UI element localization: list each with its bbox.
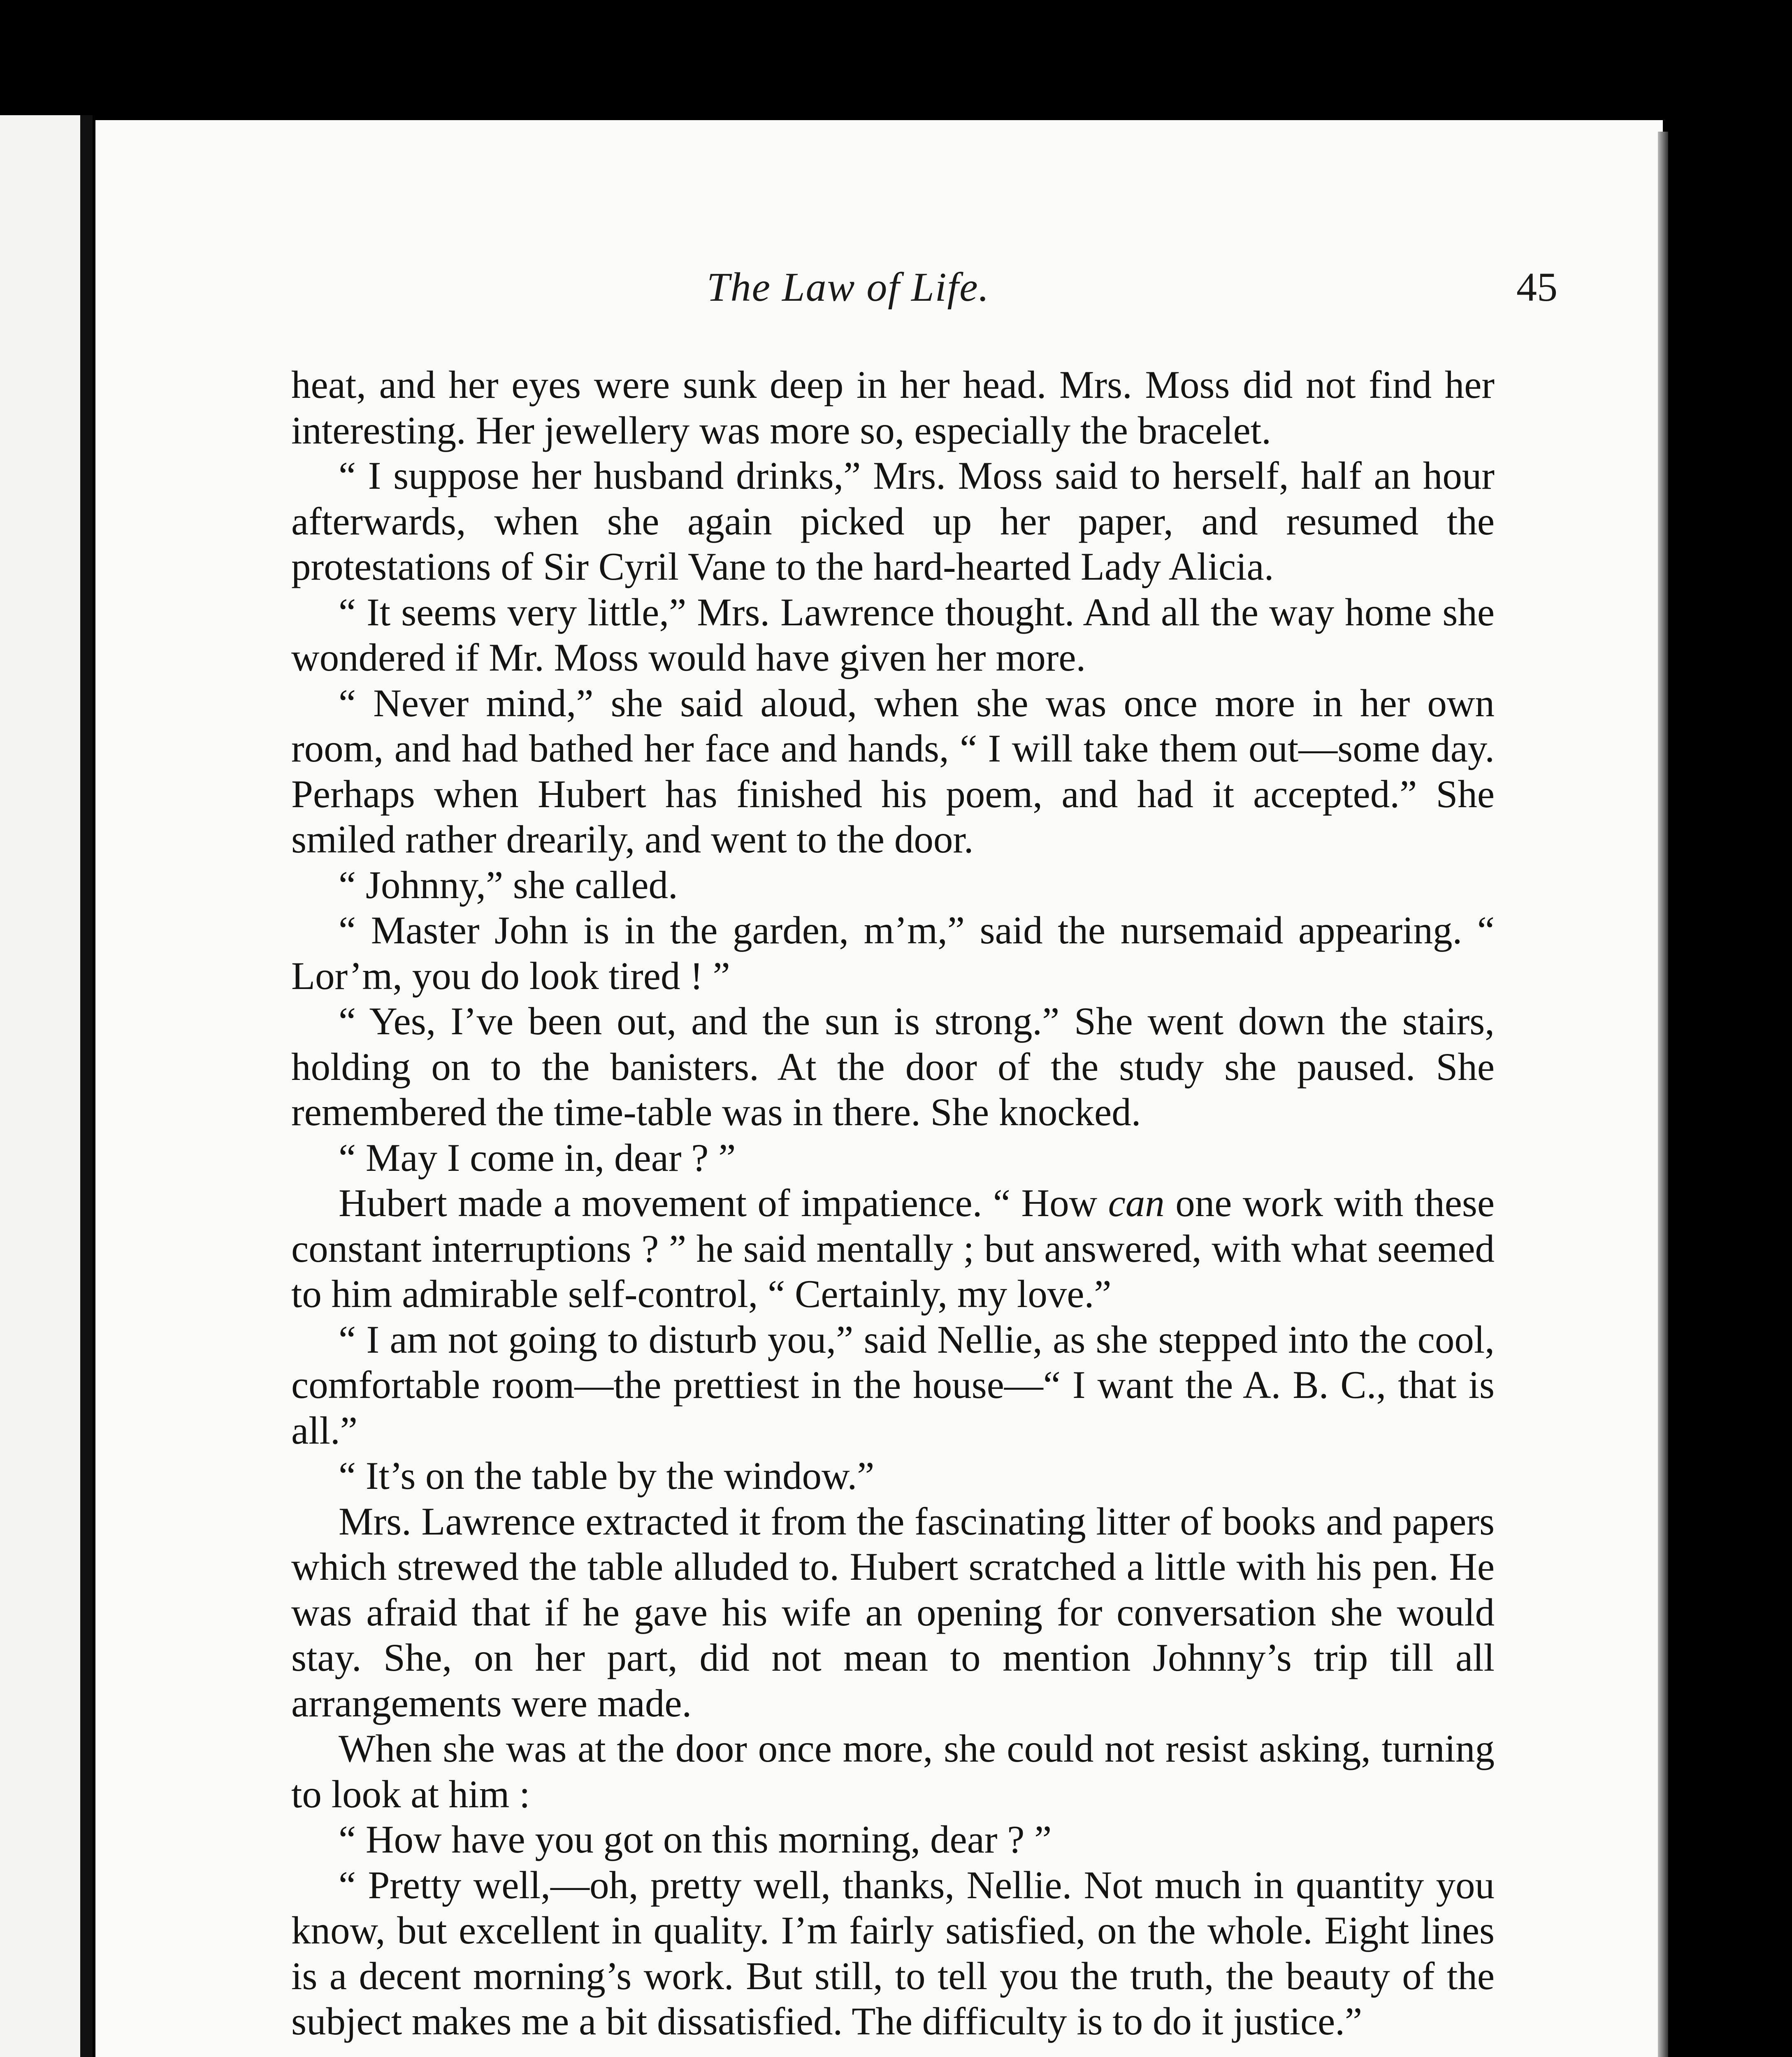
paragraph (291, 1180, 1495, 1317)
paragraph-text: one work with these constant interruptions ? ” he said mentally ; but answered, with what seemed to him admirable self-control, “ Certainly, my love.” (291, 1181, 1495, 1316)
paragraph: “ May I come in, dear ? ” (339, 1135, 736, 1179)
paragraph: When she was at the door once more, she could not resist asking, turning to look at him : (291, 1727, 1495, 1816)
paragraph: “ It seems very little,” Mrs. Lawrence thought. And all the way home she wondered if Mr. Moss would have given her more. (291, 590, 1495, 679)
facing-page-edge (0, 115, 80, 2057)
paragraph: “ Never mind,” she said aloud, when she was once more in her own room, and had bathed her face and hands, “ I will take them out—some day. Perhaps when Hubert has finished his poem, and had it accepted.” She smiled rather drearily, and went to the door. (291, 681, 1495, 861)
paragraph: “ Pretty well,—oh, pretty well, thanks, Nellie. Not much in quantity you know, but excellent in quality. I’m fairly satisfied, on the whole. Eight lines is a decent morning’s work. But still, to tell you the truth, the beauty of the subject makes me a bit dissatisfied. The difficulty is to do it justice.” (291, 1863, 1495, 2043)
paragraph: “ How have you got on this morning, dear ? ” (339, 1818, 1052, 1861)
paragraph: heat, and her eyes were sunk deep in her head. Mrs. Moss did not find her interesting. Her jewellery was more so, especially the bracelet. (291, 363, 1495, 452)
body-text (291, 362, 1495, 2044)
running-title: The Law of Life. (707, 264, 990, 310)
paragraph: Mrs. Lawrence extracted it from the fascinating litter of books and papers which strewed the table alluded to. Hubert scratched a little with his pen. He was afraid that if he gave his wife an opening for conversation she would stay. She, on her part, did not mean to mention Johnny’s trip till all arrangements were made. (291, 1499, 1495, 1725)
paragraph: “ I suppose her husband drinks,” Mrs. Moss said to herself, half an hour afterwards, when she again picked up her paper, and resumed the protestations of Sir Cyril Vane to the hard-hearted Lady Alicia. (291, 454, 1495, 588)
paragraph: “ I am not going to disturb you,” said Nellie, as she stepped into the cool, comfortable room—the prettiest in the house—“ I want the A. B. C., that is all.” (291, 1317, 1495, 1452)
paragraph: “ Master John is in the garden, m’m,” said the nursemaid appearing. “ Lor’m, you do look tired ! ” (291, 908, 1495, 998)
page-header (291, 263, 1558, 329)
page-edge-shadow (1658, 132, 1668, 2057)
gutter (80, 115, 93, 2057)
paragraph: “ It’s on the table by the window.” (339, 1454, 875, 1497)
emphasis-text: can (1108, 1181, 1165, 1225)
paragraph: “ Yes, I’ve been out, and the sun is strong.” She went down the stairs, holding on to the banisters. At the door of the study she paused. She remembered the time-table was in there. She knocked. (291, 999, 1495, 1134)
paragraph-text: Hubert made a movement of impatience. “ How (339, 1181, 1108, 1225)
page-number: 45 (1516, 264, 1558, 310)
paragraph: “ Johnny,” she called. (339, 863, 678, 907)
